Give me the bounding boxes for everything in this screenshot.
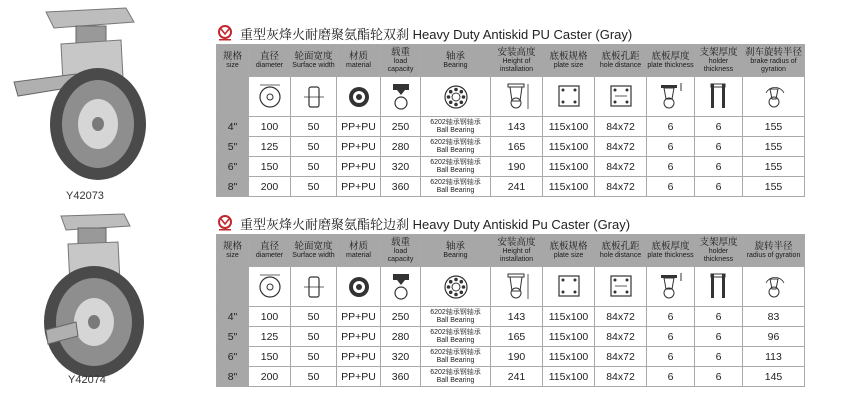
material-cell: PP+PU: [337, 177, 381, 197]
icon-cell: [491, 267, 543, 307]
holder-thickness-cell: 6: [695, 307, 743, 327]
plate-size-icon: [555, 81, 583, 113]
header-label-cn: 直径: [259, 51, 279, 62]
height-icon: [503, 271, 531, 303]
header-label-cn: 安装高度: [497, 47, 536, 58]
plate-size-cell: 115x100: [543, 327, 595, 347]
size-cell: 6": [217, 347, 249, 367]
load-cell: 360: [381, 367, 421, 387]
radius-cell: 155: [743, 157, 805, 177]
height-cell: 143: [491, 117, 543, 137]
header-label-en: material: [346, 62, 371, 69]
gyration-radius-icon: [760, 81, 788, 113]
plate-thickness-cell: 6: [647, 177, 695, 197]
icon-cell: [337, 267, 381, 307]
plate-thickness-cell: 6: [647, 367, 695, 387]
icon-cell: [291, 267, 337, 307]
header-cell: [491, 235, 543, 267]
table-row: [217, 347, 805, 367]
product-panel-1: [0, 0, 212, 202]
plate-size-cell: 115x100: [543, 367, 595, 387]
table-row: [217, 327, 805, 347]
header-cell: [337, 235, 381, 267]
bearing-en: Ball Bearing: [436, 146, 475, 154]
bearing-cn: 6202轴承钢轴承: [430, 138, 481, 146]
header-label-cn: 载重: [390, 47, 410, 58]
material-icon: [345, 81, 373, 113]
icon-cell: [381, 267, 421, 307]
width-cell: 50: [291, 117, 337, 137]
section-title-row-1: [216, 22, 804, 44]
hole-distance-cell: 84x72: [595, 367, 647, 387]
load-cell: 320: [381, 347, 421, 367]
holder-thickness-cell: 6: [695, 117, 743, 137]
brand-logo-icon: [216, 215, 234, 231]
icon-cell: [595, 267, 647, 307]
icon-cell: [595, 77, 647, 117]
icon-cell: [337, 77, 381, 117]
header-label-en: Bearing: [443, 62, 468, 69]
hole-distance-cell: 84x72: [595, 327, 647, 347]
bearing-cell: [421, 177, 491, 197]
header-label-en: Surface width: [292, 252, 335, 259]
plate-size-cell: 115x100: [543, 177, 595, 197]
header-label-en: Surface width: [292, 62, 335, 69]
header-label-en: brake radius of gyration: [750, 58, 797, 73]
icon-cell: [647, 77, 695, 117]
header-cell: [543, 45, 595, 77]
caster-photo-side-brake: [6, 212, 156, 362]
section-title-row-2: [216, 212, 804, 234]
holder-thickness-cell: 6: [695, 367, 743, 387]
header-label-en: Height of installation: [499, 58, 534, 73]
spec-section-1: [216, 22, 804, 197]
section-title-2: 重型灰烽火耐磨聚氨酯轮边刹 Heavy Duty Antiskid Pu Caster (Gray): [240, 216, 631, 232]
bearing-cell: [421, 367, 491, 387]
header-cell: [381, 45, 421, 77]
height-cell: 143: [491, 307, 543, 327]
height-cell: 241: [491, 367, 543, 387]
radius-cell: 96: [743, 327, 805, 347]
material-cell: PP+PU: [337, 367, 381, 387]
plate-thickness-icon: [657, 81, 685, 113]
height-cell: 241: [491, 177, 543, 197]
plate-thickness-cell: 6: [647, 157, 695, 177]
material-cell: PP+PU: [337, 347, 381, 367]
holder-thickness-cell: 6: [695, 157, 743, 177]
material-cell: PP+PU: [337, 307, 381, 327]
hole-distance-cell: 84x72: [595, 347, 647, 367]
header-cell: [381, 235, 421, 267]
icon-cell: [543, 77, 595, 117]
hole-distance-cell: 84x72: [595, 137, 647, 157]
header-label-cn: 底板孔距: [601, 51, 640, 62]
header-label-en: load capacity: [387, 248, 414, 263]
holder-thickness-icon: [705, 81, 733, 113]
bearing-cn: 6202轴承钢轴承: [430, 308, 481, 316]
hole-distance-cell: 84x72: [595, 157, 647, 177]
load-cell: 250: [381, 307, 421, 327]
bearing-en: Ball Bearing: [436, 336, 475, 344]
header-label-en: Bearing: [443, 252, 468, 259]
header-label-en: plate thickness: [647, 252, 694, 259]
icon-cell: [249, 267, 291, 307]
diameter-cell: 125: [249, 327, 291, 347]
table-row: [217, 157, 805, 177]
header-label-cn: 底板规格: [549, 51, 588, 62]
header-cell: [543, 235, 595, 267]
plate-size-icon: [555, 271, 583, 303]
width-cell: 50: [291, 137, 337, 157]
header-label-en: holder thickness: [703, 248, 734, 263]
size-cell: 6": [217, 157, 249, 177]
table-row: [217, 137, 805, 157]
hole-distance-cell: 84x72: [595, 307, 647, 327]
icon-cell: [381, 77, 421, 117]
material-cell: PP+PU: [337, 157, 381, 177]
header-label-cn: 底板规格: [549, 241, 588, 252]
size-cell: 8": [217, 367, 249, 387]
spec-table-2: [216, 234, 805, 387]
header-row: [217, 235, 805, 267]
header-label-cn: 刹车旋转半径: [744, 47, 802, 58]
icon-cell: [291, 77, 337, 117]
icon-row-blank: [217, 77, 249, 117]
material-cell: PP+PU: [337, 117, 381, 137]
load-icon: [387, 81, 415, 113]
header-cell: [595, 45, 647, 77]
header-label-en: diameter: [255, 252, 284, 259]
wheel-diameter-icon: [256, 81, 284, 113]
bearing-en: Ball Bearing: [436, 186, 475, 194]
icon-cell: [695, 267, 743, 307]
header-label-en: plate size: [553, 62, 584, 69]
size-cell: 5": [217, 327, 249, 347]
header-label-cn: 安装高度: [497, 237, 536, 248]
header-label-en: plate thickness: [647, 62, 694, 69]
width-cell: 50: [291, 367, 337, 387]
header-cell: [595, 235, 647, 267]
header-cell: [647, 235, 695, 267]
table-row: [217, 367, 805, 387]
bearing-cn: 6202轴承钢轴承: [430, 158, 481, 166]
header-label-cn: 直径: [259, 241, 279, 252]
icon-cell: [743, 77, 805, 117]
product-panel-2: [0, 212, 212, 386]
height-icon: [503, 81, 531, 113]
header-cell: [421, 235, 491, 267]
hole-distance-cell: 84x72: [595, 117, 647, 137]
header-label-en: load capacity: [387, 58, 414, 73]
bearing-en: Ball Bearing: [436, 316, 475, 324]
height-cell: 165: [491, 327, 543, 347]
plate-size-cell: 115x100: [543, 347, 595, 367]
header-label-en: hole distance: [599, 252, 642, 259]
gyration-radius-icon: [760, 271, 788, 303]
header-label-en: size: [226, 62, 239, 69]
height-cell: 190: [491, 157, 543, 177]
product-code-1: Y42073: [66, 190, 104, 202]
holder-thickness-cell: 6: [695, 137, 743, 157]
width-cell: 50: [291, 307, 337, 327]
width-cell: 50: [291, 177, 337, 197]
plate-size-cell: 115x100: [543, 117, 595, 137]
plate-thickness-cell: 6: [647, 347, 695, 367]
plate-thickness-cell: 6: [647, 117, 695, 137]
header-cell: [743, 45, 805, 77]
table-row: [217, 117, 805, 137]
header-cell: [291, 45, 337, 77]
bearing-cell: [421, 347, 491, 367]
header-label-cn: 支架厚度: [699, 237, 738, 248]
icon-cell: [695, 77, 743, 117]
radius-cell: 145: [743, 367, 805, 387]
bearing-cell: [421, 137, 491, 157]
header-cell: [647, 45, 695, 77]
table-row: [217, 177, 805, 197]
header-cell: [337, 45, 381, 77]
hole-distance-icon: [607, 271, 635, 303]
icon-cell: [421, 77, 491, 117]
icon-cell: [647, 267, 695, 307]
header-label-cn: 支架厚度: [699, 47, 738, 58]
product-code-2: Y42074: [68, 374, 106, 386]
header-cell: [695, 45, 743, 77]
header-label-en: hole distance: [599, 62, 642, 69]
diameter-cell: 125: [249, 137, 291, 157]
hole-distance-icon: [607, 81, 635, 113]
radius-cell: 155: [743, 137, 805, 157]
header-cell: [217, 235, 249, 267]
wheel-width-icon: [300, 81, 328, 113]
bearing-en: Ball Bearing: [436, 356, 475, 364]
header-label-cn: 载重: [390, 237, 410, 248]
header-cell: [291, 235, 337, 267]
bearing-en: Ball Bearing: [436, 166, 475, 174]
bearing-en: Ball Bearing: [436, 376, 475, 384]
radius-cell: 113: [743, 347, 805, 367]
header-label-en: plate size: [553, 252, 584, 259]
header-label-en: Height of installation: [499, 248, 534, 263]
icon-cell: [421, 267, 491, 307]
header-label-cn: 底板孔距: [601, 241, 640, 252]
material-cell: PP+PU: [337, 327, 381, 347]
plate-thickness-cell: 6: [647, 137, 695, 157]
load-cell: 250: [381, 117, 421, 137]
width-cell: 50: [291, 347, 337, 367]
icon-row: [217, 267, 805, 307]
holder-thickness-cell: 6: [695, 177, 743, 197]
header-cell: [743, 235, 805, 267]
holder-thickness-icon: [705, 271, 733, 303]
diameter-cell: 200: [249, 177, 291, 197]
icon-cell: [543, 267, 595, 307]
header-cell: [421, 45, 491, 77]
header-label-cn: 底板厚度: [651, 51, 690, 62]
bearing-en: Ball Bearing: [436, 126, 475, 134]
bearing-cell: [421, 307, 491, 327]
header-label-cn: 材质: [348, 241, 368, 252]
load-cell: 280: [381, 327, 421, 347]
header-label-en: material: [346, 252, 371, 259]
header-cell: [249, 235, 291, 267]
brand-logo-icon: [216, 25, 234, 41]
header-cell: [695, 235, 743, 267]
plate-size-cell: 115x100: [543, 307, 595, 327]
load-icon: [387, 271, 415, 303]
size-cell: 8": [217, 177, 249, 197]
diameter-cell: 150: [249, 157, 291, 177]
caster-photo-double-brake: [6, 4, 156, 154]
height-cell: 190: [491, 347, 543, 367]
header-label-cn: 底板厚度: [651, 241, 690, 252]
bearing-cn: 6202轴承钢轴承: [430, 178, 481, 186]
icon-row: [217, 77, 805, 117]
plate-thickness-cell: 6: [647, 307, 695, 327]
spec-section-2: [216, 212, 804, 387]
header-label-cn: 轴承: [445, 51, 465, 62]
header-label-cn: 规格: [222, 241, 242, 252]
header-cell: [491, 45, 543, 77]
size-cell: 4": [217, 117, 249, 137]
bearing-cn: 6202轴承钢轴承: [430, 368, 481, 376]
size-cell: 5": [217, 137, 249, 157]
material-cell: PP+PU: [337, 137, 381, 157]
load-cell: 320: [381, 157, 421, 177]
header-label-en: holder thickness: [703, 58, 734, 73]
header-label-cn: 轮面宽度: [294, 241, 333, 252]
icon-cell: [249, 77, 291, 117]
header-label-en: diameter: [255, 62, 284, 69]
wheel-diameter-icon: [256, 271, 284, 303]
width-cell: 50: [291, 157, 337, 177]
radius-cell: 155: [743, 117, 805, 137]
bearing-cell: [421, 157, 491, 177]
ball-bearing-icon: [442, 81, 470, 113]
diameter-cell: 100: [249, 117, 291, 137]
material-icon: [345, 271, 373, 303]
bearing-cell: [421, 117, 491, 137]
size-cell: 4": [217, 307, 249, 327]
header-row: [217, 45, 805, 77]
icon-cell: [743, 267, 805, 307]
header-cell: [249, 45, 291, 77]
bearing-cell: [421, 327, 491, 347]
plate-thickness-icon: [657, 271, 685, 303]
header-label-cn: 轮面宽度: [294, 51, 333, 62]
header-cell: [217, 45, 249, 77]
bearing-cn: 6202轴承钢轴承: [430, 328, 481, 336]
radius-cell: 155: [743, 177, 805, 197]
load-cell: 280: [381, 137, 421, 157]
bearing-cn: 6202轴承钢轴承: [430, 118, 481, 126]
header-label-en: radius of gyration: [746, 252, 801, 259]
radius-cell: 83: [743, 307, 805, 327]
holder-thickness-cell: 6: [695, 327, 743, 347]
ball-bearing-icon: [442, 271, 470, 303]
plate-size-cell: 115x100: [543, 137, 595, 157]
hole-distance-cell: 84x72: [595, 177, 647, 197]
diameter-cell: 100: [249, 307, 291, 327]
bearing-cn: 6202轴承钢轴承: [430, 348, 481, 356]
diameter-cell: 200: [249, 367, 291, 387]
header-label-cn: 轴承: [445, 241, 465, 252]
section-title-1: 重型灰烽火耐磨聚氨酯轮双刹 Heavy Duty Antiskid PU Caster (Gray): [240, 26, 633, 42]
table-row: [217, 307, 805, 327]
header-label-cn: 旋转半径: [754, 241, 793, 252]
width-cell: 50: [291, 327, 337, 347]
wheel-width-icon: [300, 271, 328, 303]
holder-thickness-cell: 6: [695, 347, 743, 367]
plate-size-cell: 115x100: [543, 157, 595, 177]
plate-thickness-cell: 6: [647, 327, 695, 347]
load-cell: 360: [381, 177, 421, 197]
header-label-cn: 规格: [222, 51, 242, 62]
icon-cell: [491, 77, 543, 117]
header-label-cn: 材质: [348, 51, 368, 62]
height-cell: 165: [491, 137, 543, 157]
header-label-en: size: [226, 252, 239, 259]
spec-table-1: [216, 44, 805, 197]
diameter-cell: 150: [249, 347, 291, 367]
icon-row-blank: [217, 267, 249, 307]
